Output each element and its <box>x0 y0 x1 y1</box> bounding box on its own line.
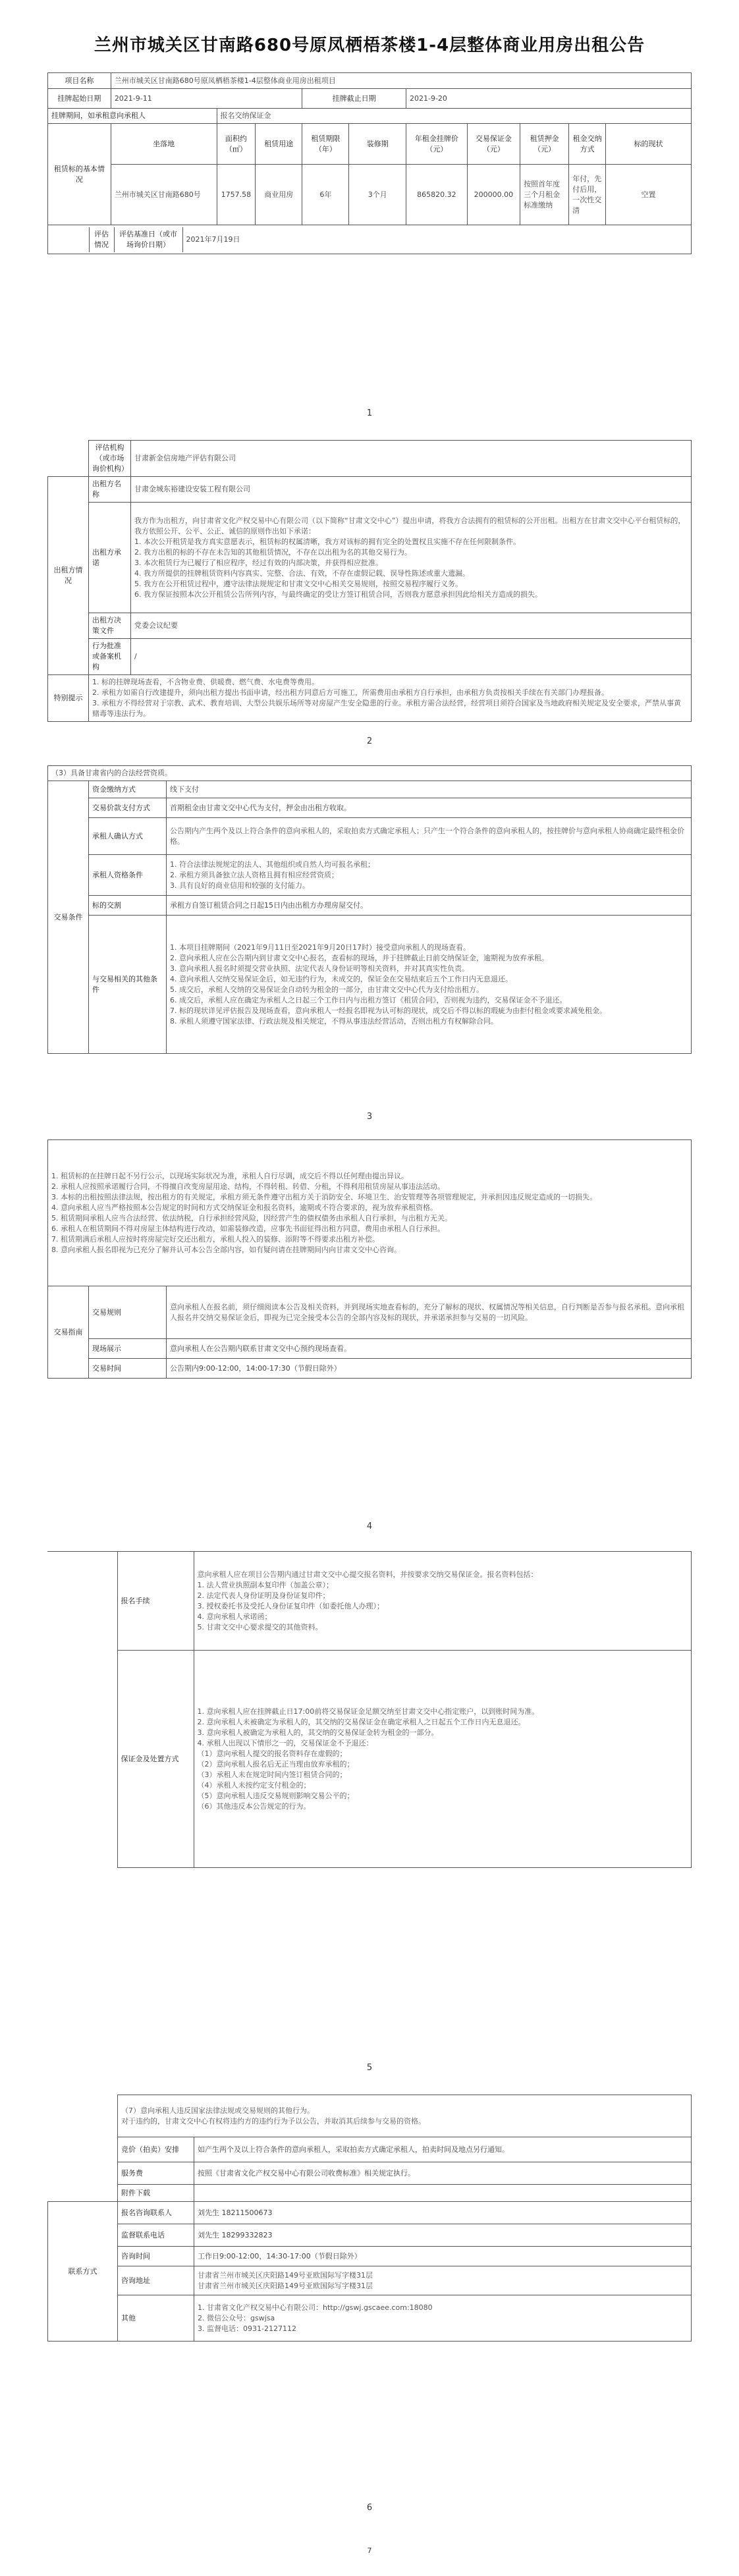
doc-label: 标的交割 <box>89 896 167 916</box>
eval-date-label: 评估基准日（或市场询价日期） <box>114 227 182 252</box>
deal-price: 首期租金由甘肃文交中心代为支付，押金由出租方收取。 <box>167 798 692 818</box>
page-2-table <box>47 440 692 722</box>
approval-label: 行为批准或备案机构 <box>89 639 131 675</box>
signup-contact-label: 报名咨询联系人 <box>118 2202 194 2224</box>
cell-usage: 商业用房 <box>256 165 302 225</box>
contact-label: 联系方式 <box>48 2202 118 2342</box>
attach-label: 附件下载 <box>118 2185 194 2202</box>
page-number: 5 <box>366 2063 373 2073</box>
service-text: 按照《甘肃省文化产权交易中心有限公司收费标准》相关规定执行。 <box>194 2162 692 2185</box>
cell-guarantee: 按照首年度三个月租金标准缴纳 <box>520 165 569 225</box>
page-number: 3 <box>366 1112 373 1122</box>
attach-link[interactable] <box>194 2185 692 2202</box>
cell-pay: 年付，先付后用，一次性交清 <box>569 165 606 225</box>
lessor-name-label: 出租方名称 <box>89 477 131 503</box>
header-guarantee: 租赁押金（元） <box>520 124 569 165</box>
page-number: 2 <box>366 736 373 746</box>
visit-label: 现场展示 <box>89 1339 167 1359</box>
cell-decoration: 3个月 <box>349 165 406 225</box>
special-label: 特别提示 <box>48 675 89 722</box>
qual-text: 1. 符合法律法规规定的法人、其他组织或自然人均可报名承租； 2. 承租方须具备独立法人资格且拥有相应经营资质； 3. 具有良好的商业信用和较强的支付能力。 <box>167 855 692 896</box>
project-name-label: 项目名称 <box>48 73 111 89</box>
header-status: 标的现状 <box>605 124 691 165</box>
intent-label: 承租人确认方式 <box>89 818 167 855</box>
other-contact-text: 1. 甘肃省文化产权交易中心有限公司：http://gswj.gscaee.com:18080 2. 微信公众号：gswjsa 3. 监督电话：0931-2127112 <box>194 2295 692 2342</box>
other-label: 与交易相关的其他条件 <box>89 916 167 1054</box>
time-text: 公告期内9:00-12:00，14:00-17:30（节假日除外） <box>167 1359 692 1379</box>
eval-org: 甘肃新金信房地产评估有限公司 <box>131 441 692 477</box>
cell-term: 6年 <box>302 165 349 225</box>
page-title: 兰州市城关区甘南路680号原凤栖梧茶楼1-4层整体商业用房出租公告 <box>94 36 645 55</box>
listing-end-label: 挂牌截止日期 <box>302 89 406 109</box>
consult-time-label: 咨询时间 <box>118 2247 194 2266</box>
address-label: 咨询地址 <box>118 2266 194 2295</box>
qual-label: 承租人资格条件 <box>89 855 167 896</box>
eval-org-label: 评估机构（或市场询价机构） <box>89 441 131 477</box>
guarantee-text: 1. 租赁标的在挂牌日起不另行公示，以现场实际状况为准，承租人自行尽调，成交后不得以任何理由提出异议。 2. 承租人应按照承诺履行合同，不得擅自改变房屋用途、结构，不得转租、转借、分租，不得利用租赁房屋从事违法活动。 3. 本标的出租按照法律法规，按出租方的有关规定，承租方须无条件遵守出租方关于消防安全、环境卫生、治安管理等各项管理规定，并承担因违反规定造成的一切损失。 4. 意向承租人应当严格按照本公告规定的时间和方式交纳保证金和报名资料，逾期或不符合要求的，视为放弃承租资格。 5. 租赁期间承租人应当合法经营、依法纳税，自行承担经营风险，因经营产生的债权债务由承租人自行承担，与出租方无关。 6. 承租人在租赁期间不得对房屋主体结构进行改动，如需装修改造，应事先书面征得出租方同意，费用由承租人自行承担。 7. 租赁期满后承租人应按时将房屋完好交还出租方，承租人投入的装修、添附等不得要求出租方补偿。 8. 意向承租人报名即视为已充分了解并认可本公告全部内容，如有疑问请在挂牌期间内向甘肃文交中心咨询。 <box>48 1140 692 1286</box>
page-5-table <box>47 1551 692 1868</box>
listing-start: 2021-9-11 <box>111 89 302 109</box>
address-text: 甘肃省兰州市城关区庆阳路149号亚欧国际写字楼31层 甘肃省兰州市城关区庆阳路149号亚欧国际写字楼31层 <box>194 2266 692 2295</box>
listing-start-label: 挂牌起始日期 <box>48 89 111 109</box>
other-contact-label: 其他 <box>118 2295 194 2342</box>
basic-label: 租赁标的基本情况 <box>48 124 111 225</box>
cell-rent: 865820.32 <box>406 165 467 225</box>
intent-text: 公告期内产生两个及以上符合条件的意向承租人的，采取拍卖方式确定承租人；只产生一个符合条件的意向承租人的，按挂牌价与意向承租人协商确定最终租金价格。 <box>167 818 692 855</box>
notice-value: 报名交纳保证金 <box>217 109 691 124</box>
signup-label: 报名手续 <box>117 1552 194 1651</box>
header-decoration: 装修期 <box>349 124 406 165</box>
auction-text: 如产生两个及以上符合条件的意向承租人，采取拍卖方式确定承租人，拍卖时间及地点另行通知。 <box>194 2137 692 2162</box>
lessor-label: 出租方情况 <box>48 477 89 675</box>
page-number: 6 <box>366 2503 373 2513</box>
auction-label: 竞价（拍卖）安排 <box>118 2137 194 2162</box>
top-note: （3）具备甘肃省内的合法经营资质。 <box>48 766 692 781</box>
page-3-table <box>47 765 692 1054</box>
eval-date: 2021年7月19日 <box>186 234 240 244</box>
cell-area: 1757.58 <box>217 165 256 225</box>
header-pay: 租金交纳方式 <box>569 124 606 165</box>
trade-label: 交易条件 <box>48 781 89 1054</box>
deposit-text: 1. 意向承租人应在挂牌截止日17:00前将交易保证金足额交纳至甘肃文交中心指定账户，以到账时间为准。 2. 意向承租人未被确定为承租人的，其交纳的交易保证金在确定承租人之日起五个工作日内无息退还。 3. 意向承租人被确定为承租人的，其交纳的交易保证金转为租金的一部分。 4. 承租人出现以下情形之一的，交易保证金不予退还： （1）意向承租人提交的报名资料存在虚假的； （2）意向承租人报名后无正当理由放弃承租的； （3）承租人未在规定时间内签订租赁合同的； （4）承租人未按约定支付租金的； （5）意向承租人违反交易规则影响交易公平的； （6）其他违反本公告规定的行为。 <box>194 1651 692 1868</box>
header-rent: 年租金挂牌价（元） <box>406 124 467 165</box>
reg-contact-label: 监督联系电话 <box>118 2224 194 2247</box>
guide-label: 交易指南 <box>48 1286 89 1379</box>
special-text: 1. 标的挂牌现场查看，不含物业费、供暖费、燃气费、水电费等费用。 2. 承租方如需自行改建提升，须向出租方提出书面申请，经出租方同意后方可施工，所需费用由承租方自行承担，由承租方负责按相关手续在有关部门办理报备。 3. 承租方不得经营对于宗教、武术、教育培训、大型公共娱乐场所等对房屋产生安全隐患的行业。承租方需合法经营，经营项目须符合国家及当地政府相关规定及安全要求，严禁从事黄赌毒等违法行为。 <box>89 675 692 722</box>
cell-status: 空置 <box>605 165 691 225</box>
notice-label: 挂牌期间，如承租意向承租人 <box>48 109 217 124</box>
header-area: 面积约（㎡） <box>217 124 256 165</box>
page-6-table <box>47 2095 692 2342</box>
doc-text: 承租方自签订租赁合同之日起15日内由出租方办理房屋交付。 <box>167 896 692 916</box>
page-number: 1 <box>366 408 373 418</box>
deal-price-label: 交易价款支付方式 <box>89 798 167 818</box>
deposit-label: 保证金及处置方式 <box>117 1651 194 1868</box>
service-label: 服务费 <box>118 2162 194 2185</box>
reg-contact: 刘先生 18299332823 <box>194 2224 692 2247</box>
lessor-name: 甘肃金城东裕建设安装工程有限公司 <box>131 477 692 503</box>
project-name: 兰州市城关区甘南路680号原凤栖梧茶楼1-4层整体商业用房出租项目 <box>111 73 691 89</box>
consult-time: 工作日9:00-12:00，14:30-17:00（节假日除外） <box>194 2247 692 2266</box>
page-number: 4 <box>366 1521 373 1531</box>
cell-deposit: 200000.00 <box>467 165 520 225</box>
page-4-table <box>47 1139 692 1379</box>
signup-contact: 刘先生 18211500673 <box>194 2202 692 2224</box>
header-location: 坐落地 <box>111 124 217 165</box>
rule-label: 交易规则 <box>89 1286 167 1339</box>
signup-text: 意向承租人应在项目公告期内通过甘肃文交中心提交报名资料，并按要求交纳交易保证金。报名资料包括： 1. 法人营业执照副本复印件（加盖公章）； 2. 法定代表人身份证明及身份证复印件； 3. 授权委托书及受托人身份证复印件（如委托他人办理）； 4. 意向承租人承诺函； 5. 甘肃文交中心要求提交的其他资料。 <box>194 1552 692 1651</box>
approval-value: / <box>131 639 692 675</box>
eval-label: 评估情况 <box>89 227 114 252</box>
listing-end: 2021-9-20 <box>406 89 691 109</box>
blank <box>48 227 89 252</box>
page-number: 7 <box>367 2546 372 2555</box>
commitment-label: 出租方承诺 <box>89 503 131 613</box>
other-text: 1. 本项目挂牌期间（2021年9月11日至2021年9月20日17时）接受意向承租人的现场查看。 2. 意向承租人应在公告期内到甘肃文交中心报名，查看标的现场，并于挂牌截止日前交纳保证金，逾期视为放弃承租。 3. 意向承租人报名时须提交营业执照、法定代表人身份证明等相关资料，并对其真实性负责。 4. 意向承租人交纳交易保证金后，如无违约行为，未成交的，保证金在交易结束后五个工作日内无息退还。 5. 成交后，承租人交纳的交易保证金自动转为租金的一部分，由甘肃文交中心代为支付给出租方。 6. 成交后，承租人应在确定为承租人之日起三个工作日内与出租方签订《租赁合同》，否则视为违约，交易保证金不予退还。 7. 标的现状详见评估报告及现场查看，意向承租人一经报名即视为认可标的现状，成交后不得以标的瑕疵为由拒付租金或要求减免租金。 8. 承租人须遵守国家法律、行政法规及相关规定，不得从事违法经营活动，否则出租方有权解除合同。 <box>167 916 692 1054</box>
header-usage: 租赁用途 <box>256 124 302 165</box>
commitment-text: 我方作为出租方，向甘肃省文化产权交易中心有限公司（以下简称“甘肃文交中心”）提出申请，将我方合法拥有的租赁标的公开出租。出租方在甘肃文交中心平台租赁标的，我方依照公开、公平、公正、诚信的原则作出如下承诺： 1. 本次公开租赁是我方真实意愿表示，租赁标的权属清晰，我方对该标的拥有完全的处置权且实施不存在任何限制条件。 2. 我方出租的标的不存在未告知的其他租赁情况，不存在以出租为名的其他交易行为。 3. 本次租赁行为已履行了相应程序，经过有效的内部决策，并获得相应批准。 4. 我方所提供的挂牌租赁资料内容真实、完整、合法、有效，不存在虚假记载、误导性陈述或重大遗漏。 5. 我方在公开租赁过程中，遵守法律法规规定和甘肃文交中心相关交易规则，按照交易程序履行义务。 6. 我方保证按照本次公开租赁公告所列内容，与最终确定的受让方签订租赁合同，否则我方愿意承担因此给相关方造成的损失。 <box>131 503 692 613</box>
time-label: 交易时间 <box>89 1359 167 1379</box>
header-deposit: 交易保证金（元） <box>467 124 520 165</box>
pay-method: 线下支付 <box>167 781 692 798</box>
header-term: 租赁期限（年） <box>302 124 349 165</box>
visit-text: 意向承租人在公告期内联系甘肃文交中心预约现场查看。 <box>167 1339 692 1359</box>
pay-method-label: 资金缴纳方式 <box>89 781 167 798</box>
rule-text: 意向承租人在报名前，须仔细阅读本公告及相关资料，并到现场实地查看标的，充分了解标的现状、权属情况等相关信息，自行判断是否参与报名承租。意向承租人报名并交纳交易保证金后，即视为已完全接受本公告的全部内容及标的现状，并承诺承担参与交易的一切风险。 <box>167 1286 692 1339</box>
page-1-table <box>47 72 692 254</box>
internal-label: 出租方决策文件 <box>89 613 131 639</box>
top-text: （7）意向承租人违反国家法律法规或交易规则的其他行为。 对于违约的，甘肃文交中心有权将违约方的违约行为予以公告，并取消其后续参与交易的资格。 <box>118 2095 692 2137</box>
internal-value: 党委会议纪要 <box>131 613 692 639</box>
cell-location: 兰州市城关区甘南路680号 <box>111 165 217 225</box>
